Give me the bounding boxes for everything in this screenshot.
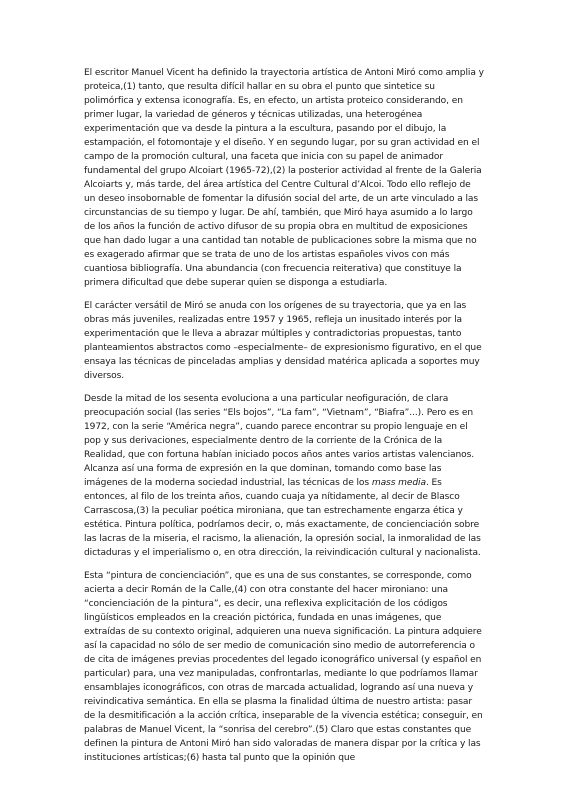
paragraph-text-continued: . Es entonces, al filo de los treinta años, cuando cuaja ya nítidamente, al decir de Blasco Carrascosa,(3) la peculiar poética mironiana, que tan estrechamente engarza ética y estética. Pintura política, podríamos decir, o, más exactamente, de concienciación sobre las lacras de la miseria, el racismo, la alienación, la opresión social, la inmoralidad de las dictaduras y el imperialismo o, en otra dirección, la reivindicación cultural y nacionalista. xyxy=(84,478,481,558)
paragraph-3 xyxy=(84,392,484,560)
text-column xyxy=(84,66,484,774)
paragraph-4 xyxy=(84,569,484,765)
paragraph-text: Esta “pintura de concienciación”, que es una de sus constantes, se corresponde, como acierta a decir Román de la Calle,(4) con otra constante del hacer mironiano: una “concienciación de la pintura”, es decir, una reflexiva explicitación de los códigos lingüísticos empleados en la creación pictórica, fundada en unas imágenes, que extraídas de su contexto original, adquieren una nueva significación. La pintura adquiere así la capacidad no sólo de ser medio de comunicación sino medio de autorreferencia o de cita de imágenes previas procedentes del legado iconográfico universal (y español en particular) para, una vez manipuladas, confrontarlas, mediante lo que podríamos llamar ensamblajes iconográficos, con otras de marcada actualidad, logrando así una nueva y reivindicativa semántica. En ella se plasma la finalidad última de nuestro artista: pasar de la desmitificación a la acción crítica, inseparable de la vivencia estética; conseguir, en palabras de Manuel Vicent, la “sonrisa del cerebro”.(5) Claro que estas constantes que definen la pintura de Antoni Miró han sido valoradas de manera dispar por la crítica y las instituciones artísticas;(6) hasta tal punto que la opinión que xyxy=(84,571,483,763)
paragraph-text: El escritor Manuel Vicent ha definido la trayectoria artística de Antoni Miró como amplia y proteica,(1) tanto, que resulta difícil hallar en su obra el punto que sintetice su polimórfica y extensa iconografía. Es, en efecto, un artista proteico considerando, en primer lugar, la variedad de géneros y técnicas utilizadas, una heterogénea experimentación que va desde la pintura a la escultura, pasando por el dibujo, la estampación, el fotomontaje y el diseño. Y en segundo lugar, por su gran actividad en el campo de la promoción cultural, una faceta que inicia con su papel de animador fundamental del grupo Alcoiart (1965-72),(2) la posterior actividad al frente de la Galeria Alcoiarts y, más tarde, del área artística del Centre Cultural d’Alcoi. Todo ello reflejo de un deseo insobornable de fomentar la difusión social del arte, de un arte vinculado a las circunstancias de su tiempo y lugar. De ahí, también, que Miró haya asumido a lo largo de los años la función de activo difusor de su propia obra en multitud de exposiciones que han dado lugar a una cantidad tan notable de publicaciones sobre la misma que no es exagerado afirmar que se trata de uno de los artistas españoles vivos con más cuantiosa bibliografía. Una abundancia (con frecuencia reiterativa) que constituye la primera dificultad que debe superar quien se disponga a estudiarla. xyxy=(84,68,484,288)
paragraph-text: Desde la mitad de los sesenta evoluciona a una particular neofiguración, de clara preocupación social (las series “Els bojos”, “La fam”, “Vietnam”, “Biafra”...). Pero es en 1972, con la serie “América negra”, cuando parece encontrar su propio lenguaje en el pop y sus derivaciones, especialmente dentro de la corriente de la Crónica de la Realidad, que con fortuna habían iniciado pocos años antes varios artistas valencianos. Alcanza así una forma de expresión en la que dominan, tomando como base las imágenes de la moderna sociedad industrial, las técnicas de los xyxy=(84,394,475,488)
paragraph-1 xyxy=(84,66,484,290)
italic-term: mass media xyxy=(371,478,426,488)
paragraph-text: El carácter versátil de Miró se anuda con los orígenes de su trayectoria, que ya en las obras más juveniles, realizadas entre 1957 y 1965, refleja un inusitado interés por la experimentación que le lleva a abrazar múltiples y contradictorias propuestas, tanto planteamientos abstractos como –especialmente– de expresionismo figurativo, en el que ensaya las técnicas de pinceladas amplias y densidad matérica aplicada a soportes muy diversos. xyxy=(84,301,482,381)
paragraph-2 xyxy=(84,299,484,383)
